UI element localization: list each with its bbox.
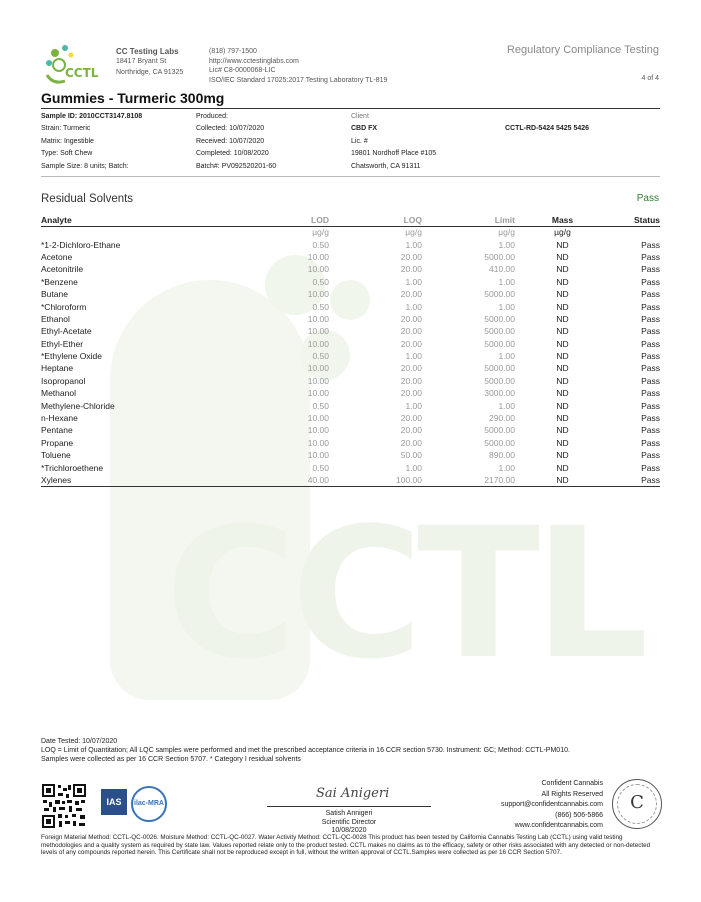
lab-website[interactable]: http://www.cctestinglabs.com [209, 57, 299, 65]
table-row [41, 424, 660, 436]
table-row [41, 350, 660, 362]
client-label: Client [351, 113, 369, 120]
loq-cell: 1.00 [405, 301, 422, 312]
mass-cell: ND [556, 363, 569, 374]
svg-text:CCTL: CCTL [65, 66, 99, 80]
regulatory-heading: Regulatory Compliance Testing [506, 44, 659, 56]
table-row [41, 263, 660, 275]
signature-line [267, 806, 431, 807]
signer-date: 10/08/2020 [331, 827, 367, 835]
limit-cell: 5000.00 [484, 313, 515, 324]
limit-cell: 2170.00 [422, 474, 515, 486]
divider [41, 176, 660, 177]
loq-cell: 20.00 [400, 251, 422, 262]
analyte-cell: Butane [41, 289, 68, 300]
cc-name: Confident Cannabis [541, 780, 603, 787]
mass-cell: ND [556, 338, 569, 349]
watermark-text: CCTL [165, 490, 643, 699]
limit-cell: 890.00 [489, 450, 515, 461]
page-title: Gummies - Turmeric 300mg [41, 90, 225, 106]
status-cell: Pass [641, 301, 660, 312]
limit-cell: 1.00 [498, 276, 515, 287]
table-row [41, 399, 660, 411]
analyte-cell: Acetone [41, 251, 73, 262]
loq-cell: 20.00 [400, 425, 422, 436]
sample-type: Type: Soft Chew [41, 150, 93, 158]
mass-cell: ND [556, 413, 569, 424]
limit-cell: 5000.00 [484, 425, 515, 436]
collected-date: Collected: 10/07/2020 [196, 125, 265, 133]
mass-cell: ND [556, 462, 569, 473]
table-row [41, 449, 660, 461]
status-cell: Pass [641, 276, 660, 287]
lod-cell: 10.00 [307, 388, 329, 399]
loq-cell: 20.00 [400, 326, 422, 337]
lab-address-line: Northridge, CA 91325 [116, 69, 184, 76]
status-cell: Pass [641, 363, 660, 374]
loq-cell: 1.00 [405, 462, 422, 473]
sample-strain: Strain: Turmeric [41, 125, 91, 133]
mass-cell: ND [556, 437, 569, 448]
section-title: Residual Solvents [41, 193, 134, 205]
mass-cell: ND [556, 264, 569, 275]
loq-cell: 20.00 [400, 338, 422, 349]
loq-cell: 1.00 [405, 239, 422, 250]
loq-cell: 1.00 [405, 351, 422, 362]
status-cell: Pass [641, 400, 660, 411]
lab-license: Lic# C8-0000068-LIC [209, 67, 276, 74]
col-lod: LOD [226, 214, 329, 226]
col-loq: LOQ [329, 214, 422, 226]
analyte-cell: Acetonitrile [41, 264, 84, 275]
status-cell: Pass [641, 338, 660, 349]
lod-cell: 10.00 [307, 437, 329, 448]
mass-cell: ND [556, 351, 569, 362]
loq-cell: 1.00 [405, 276, 422, 287]
lod-cell: 10.00 [307, 251, 329, 262]
analyte-cell: Ethyl-Acetate [41, 326, 92, 337]
cc-web[interactable]: www.confidentcannabis.com [514, 822, 603, 829]
loq-cell: 20.00 [400, 289, 422, 300]
status-cell: Pass [641, 462, 660, 473]
mass-cell: ND [556, 326, 569, 337]
loq-cell: 20.00 [400, 413, 422, 424]
loq-cell: 20.00 [400, 363, 422, 374]
notes [41, 737, 661, 764]
col-limit: Limit [422, 214, 515, 226]
analyte-cell: *Benzene [41, 276, 78, 287]
status-cell: Pass [641, 437, 660, 448]
lod-cell: 10.00 [307, 289, 329, 300]
collection-note: Samples were collected as per 16 CCR Section 5707. * Category I residual solvents [41, 756, 301, 763]
status-cell: Pass [641, 264, 660, 275]
limit-cell: 5000.00 [484, 375, 515, 386]
status-cell: Pass [641, 351, 660, 362]
signature: Sai Anigeri [316, 786, 390, 801]
limit-cell: 410.00 [489, 264, 515, 275]
analyte-cell: n-Hexane [41, 413, 78, 424]
status-cell: Pass [641, 413, 660, 424]
cc-rights: All Rights Reserved [541, 790, 603, 798]
lod-cell: 10.00 [307, 450, 329, 461]
qr-code-icon [41, 783, 87, 829]
analyte-cell: *Ethylene Oxide [41, 351, 102, 362]
analyte-cell: Ethyl-Ether [41, 338, 84, 349]
lod-cell: 10.00 [307, 413, 329, 424]
cc-phone: (866) 506-5866 [555, 811, 603, 819]
col-mass: Mass [515, 214, 610, 226]
mass-cell: ND [556, 276, 569, 287]
limit-cell: 290.00 [489, 413, 515, 424]
lab-phone: (818) 797-1500 [209, 48, 257, 55]
lod-cell: 0.50 [312, 276, 329, 287]
analyte-cell: Isopropanol [41, 375, 86, 386]
limit-cell: 5000.00 [484, 289, 515, 300]
date-info [196, 111, 276, 173]
status-cell: Pass [641, 313, 660, 324]
limit-cell: 3000.00 [484, 388, 515, 399]
cc-email[interactable]: support@confidentcannabis.com [500, 801, 603, 808]
mass-cell: ND [556, 289, 569, 300]
lab-address-line: 18417 Bryant St [116, 58, 167, 65]
ilac-mra-badge: ilac-MRA [131, 786, 167, 822]
units-row: µg/g µg/g µg/g µg/g [312, 227, 571, 238]
mass-cell: ND [556, 301, 569, 312]
analyte-cell: *Chloroform [41, 301, 87, 312]
limit-cell: 5000.00 [484, 363, 515, 374]
divider [41, 108, 660, 109]
table-row [41, 375, 660, 387]
table-body [41, 226, 660, 486]
limit-cell: 1.00 [498, 462, 515, 473]
analyte-cell: Xylenes [41, 474, 226, 486]
table-header-row [41, 214, 660, 226]
client-city: Chatsworth, CA 91311 [351, 162, 421, 170]
sample-matrix: Matrix: Ingestible [41, 137, 94, 145]
table-row [41, 325, 660, 337]
limit-cell: 5000.00 [484, 437, 515, 448]
loq-cell: 20.00 [400, 437, 422, 448]
limit-cell: 5000.00 [484, 251, 515, 262]
mass-cell: ND [515, 474, 610, 486]
analyte-cell: Pentane [41, 425, 73, 436]
loq-cell: 50.00 [400, 450, 422, 461]
lab-contact [209, 47, 387, 85]
loq-cell: 20.00 [400, 264, 422, 275]
lod-cell: 10.00 [307, 375, 329, 386]
confident-cannabis-info [501, 779, 603, 832]
status-cell: Pass [641, 289, 660, 300]
lod-cell: 10.00 [307, 338, 329, 349]
limit-cell: 5000.00 [484, 326, 515, 337]
table-row [41, 474, 660, 486]
table-row [41, 412, 660, 424]
date-tested: Date Tested: 10/07/2020 [41, 738, 118, 745]
analyte-cell: *Trichloroethene [41, 462, 104, 473]
lod-cell: 0.50 [312, 239, 329, 250]
analyte-cell: Heptane [41, 363, 74, 374]
table-row [41, 288, 660, 300]
lod-cell: 10.00 [307, 326, 329, 337]
mass-cell: ND [556, 388, 569, 399]
mass-cell: ND [556, 251, 569, 262]
table-row [41, 276, 660, 288]
signer-role: Scientific Director [321, 818, 377, 826]
loq-cell: 20.00 [400, 388, 422, 399]
cctl-rd: CCTL-RD-5424 5425 5426 [505, 125, 590, 132]
lab-name: CC Testing Labs [116, 47, 179, 56]
analyte-cell: *1-2-Dichloro-Ethane [41, 239, 121, 250]
client-name: CBD FX [351, 125, 378, 133]
mass-cell: ND [556, 375, 569, 386]
confident-cannabis-seal-icon: C [612, 779, 662, 829]
status-cell: Pass [641, 326, 660, 337]
completed-date: Completed: 10/08/2020 [196, 150, 269, 158]
analyte-cell: Ethanol [41, 313, 70, 324]
table-row [41, 338, 660, 350]
status-cell: Pass [641, 239, 660, 250]
received-date: Received: 10/07/2020 [196, 137, 265, 145]
limit-cell: 1.00 [498, 351, 515, 362]
results-table [41, 214, 660, 487]
signer-info [267, 810, 431, 836]
loq-cell: 100.00 [329, 474, 422, 486]
analyte-cell: Propane [41, 437, 74, 448]
limit-cell: 5000.00 [484, 338, 515, 349]
lab-iso: ISO/IEC Standard 17025:2017 Testing Laboratory TL-819 [209, 76, 388, 84]
col-analyte: Analyte [41, 214, 226, 226]
status-cell: Pass [641, 388, 660, 399]
lod-cell: 10.00 [307, 313, 329, 324]
col-status: Status [610, 214, 660, 226]
mass-cell: ND [556, 450, 569, 461]
page-number: 4 of 4 [641, 75, 659, 82]
section-status: Pass [636, 193, 659, 204]
table-row [41, 251, 660, 263]
table-row [41, 313, 660, 325]
client-license: Lic. # [351, 137, 368, 145]
mass-cell: ND [556, 425, 569, 436]
cctl-logo [41, 41, 101, 87]
analyte-cell: Methanol [41, 388, 76, 399]
client-street: 19801 Nordhoff Place #105 [351, 150, 437, 158]
status-cell: Pass [610, 474, 660, 486]
analyte-cell: Toluene [41, 450, 71, 461]
lod-cell: 40.00 [226, 474, 329, 486]
sample-id: Sample ID: 2010CCT3147.8108 [41, 113, 143, 120]
ias-badge: IAS [101, 789, 127, 815]
table-row [41, 387, 660, 399]
status-cell: Pass [641, 375, 660, 386]
loq-cell: 20.00 [400, 313, 422, 324]
sample-info [41, 111, 142, 173]
table-row [41, 461, 660, 473]
mass-cell: ND [556, 400, 569, 411]
mass-cell: ND [556, 239, 569, 250]
signer-name: Satish Annigeri [325, 810, 373, 817]
lod-cell: 0.50 [312, 462, 329, 473]
loq-cell: 20.00 [400, 375, 422, 386]
mass-cell: ND [556, 313, 569, 324]
table-row [41, 437, 660, 449]
batch-number: Batch#: PV092520201-60 [196, 162, 277, 170]
lod-cell: 10.00 [307, 425, 329, 436]
status-cell: Pass [641, 425, 660, 436]
lod-cell: 0.50 [312, 301, 329, 312]
table-row [41, 238, 660, 250]
disclaimer: Foreign Material Method: CCTL-QC-0026. Moisture Method: CCTL-QC-0027. Water Activity Method: CCTL-QC-0028 This product has been tested by California Cannabis Testing Lab (CCTL) using valid testing methodologies and a quality system as required by state law. Values reported relate only to the product tested. CCTL makes no claims as to the efficacy, safety or other risks associated with any detected or non-detected levels of any compounds reported herein. This Certificate shall not be reproduced except in full, without the written approval of CCTL.Samples were collected as per 16 CCR Section 5707. [41, 834, 651, 857]
lod-cell: 0.50 [312, 351, 329, 362]
sample-size: Sample Size: 8 units; Batch: [41, 162, 129, 170]
lod-cell: 0.50 [312, 400, 329, 411]
status-cell: Pass [641, 450, 660, 461]
limit-cell: 1.00 [498, 239, 515, 250]
limit-cell: 1.00 [498, 400, 515, 411]
produced-date: Produced: [196, 113, 228, 120]
client-info [351, 111, 436, 173]
limit-cell: 1.00 [498, 301, 515, 312]
lod-cell: 10.00 [307, 363, 329, 374]
status-cell: Pass [641, 251, 660, 262]
analyte-cell: Methylene-Chloride [41, 400, 115, 411]
lod-cell: 10.00 [307, 264, 329, 275]
loq-cell: 1.00 [405, 400, 422, 411]
table-row [41, 362, 660, 374]
loq-note: LOQ = Limit of Quantitation; All LQC samples were performed and met the prescribed acceptance criteria in 16 CCR section 5730. Instrument: GC; Method: CCTL-PM010. [41, 747, 570, 754]
table-row [41, 300, 660, 312]
